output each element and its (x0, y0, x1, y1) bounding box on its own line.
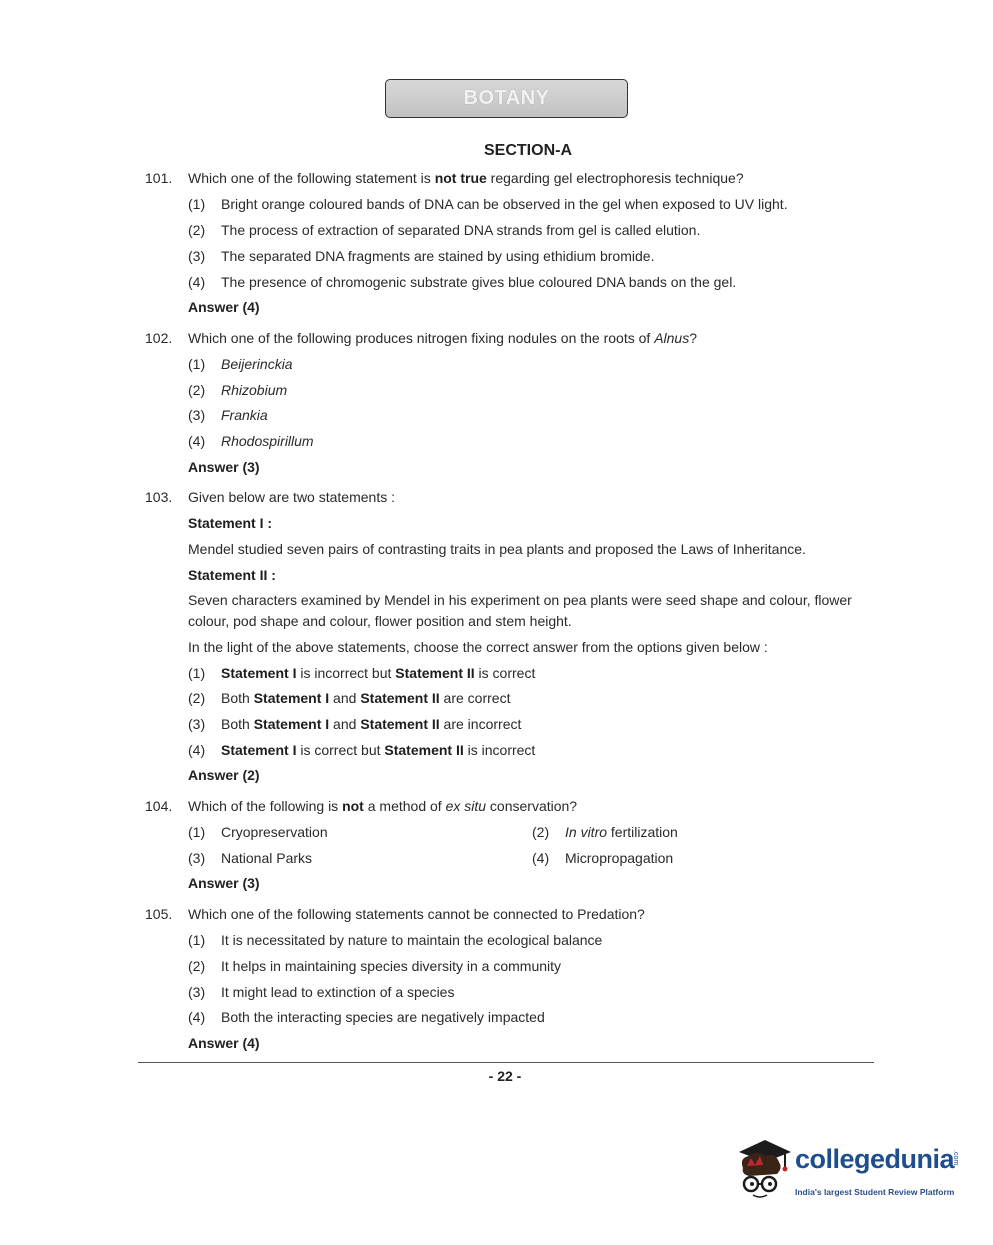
option-text: Both the interacting species are negatively impacted (221, 1009, 545, 1025)
option-text: Both Statement I and Statement II are correct (221, 690, 511, 706)
option-text: Bright orange coloured bands of DNA can be observed in the gel when exposed to UV light. (221, 196, 788, 212)
option-text: Cryopreservation (221, 824, 328, 840)
option-number: (3) (188, 850, 206, 866)
question-number: 101. (145, 170, 173, 186)
question-text: Given below are two statements : (188, 489, 395, 505)
option-number: (4) (188, 742, 206, 758)
option-number: (2) (188, 222, 206, 238)
option-number: (4) (188, 433, 206, 449)
answer: Answer (4) (188, 299, 260, 315)
mascot-icon (735, 1138, 793, 1202)
question-text: Which one of the following statement is not true regarding gel electrophoresis technique? (188, 170, 744, 186)
option-text: It is necessitated by nature to maintain the ecological balance (221, 932, 603, 948)
question-text: Which one of the following produces nitrogen fixing nodules on the roots of Alnus? (188, 330, 698, 346)
logo-wordmark: collegedunia (795, 1144, 955, 1174)
option-number: (4) (188, 274, 206, 290)
answer: Answer (4) (188, 1035, 260, 1051)
option-text: Rhodospirillum (221, 433, 314, 449)
subject-title: BOTANY (463, 87, 550, 109)
option-number: (3) (188, 716, 206, 732)
answer: Answer (3) (188, 459, 260, 475)
option-text: Statement I is incorrect but Statement II is correct (221, 665, 536, 681)
statement-text: colour, pod shape and colour, flower position and stem height. (188, 613, 572, 629)
instruction-text: In the light of the above statements, choose the correct answer from the options given below : (188, 639, 768, 655)
page-number: - 22 - (488, 1068, 522, 1084)
statement-text: Seven characters examined by Mendel in his experiment on pea plants were seed shape and colour, flower (188, 592, 852, 608)
option-number: (3) (188, 407, 206, 423)
option-text: The separated DNA fragments are stained by using ethidium bromide. (221, 248, 655, 264)
question-number: 105. (145, 906, 173, 922)
option-text: The process of extraction of separated DNA strands from gel is called elution. (221, 222, 701, 238)
option-number: (1) (188, 665, 206, 681)
statement-label: Statement II : (188, 567, 276, 583)
answer: Answer (3) (188, 875, 260, 891)
question-text: Which one of the following statements cannot be connected to Predation? (188, 906, 645, 922)
option-text: It might lead to extinction of a species (221, 984, 455, 1000)
option-text: Statement I is correct but Statement II is incorrect (221, 742, 536, 758)
option-number: (1) (188, 356, 206, 372)
option-text: Both Statement I and Statement II are incorrect (221, 716, 522, 732)
statement-text: Mendel studied seven pairs of contrasting traits in pea plants and proposed the Laws of Inheritance. (188, 541, 806, 557)
option-number: (3) (188, 248, 206, 264)
option-text: The presence of chromogenic substrate gives blue coloured DNA bands on the gel. (221, 274, 737, 290)
option-number: (1) (188, 196, 206, 212)
option-number: (3) (188, 984, 206, 1000)
option-text: In vitro fertilization (565, 824, 678, 840)
option-text: Frankia (221, 407, 268, 423)
collegedunia-logo[interactable] (735, 1138, 960, 1202)
option-number: (4) (532, 850, 550, 866)
option-number: (2) (532, 824, 550, 840)
question-number: 103. (145, 489, 173, 505)
logo-dotcom: .com (952, 1150, 959, 1166)
option-text: Micropropagation (565, 850, 674, 866)
footer-divider (138, 1062, 874, 1063)
question-number: 102. (145, 330, 173, 346)
option-number: (2) (188, 958, 206, 974)
option-text: It helps in maintaining species diversity in a community (221, 958, 562, 974)
option-number: (2) (188, 690, 206, 706)
option-number: (1) (188, 932, 206, 948)
section-title: SECTION-A (484, 142, 572, 159)
option-number: (1) (188, 824, 206, 840)
option-number: (4) (188, 1009, 206, 1025)
option-text: Rhizobium (221, 382, 288, 398)
question-number: 104. (145, 798, 173, 814)
option-number: (2) (188, 382, 206, 398)
statement-label: Statement I : (188, 515, 273, 531)
option-text: Beijerinckia (221, 356, 293, 372)
logo-tagline: India's largest Student Review Platform (795, 1187, 955, 1197)
option-text: National Parks (221, 850, 313, 866)
question-text: Which of the following is not a method of ex situ conservation? (188, 798, 578, 814)
subject-banner (385, 79, 628, 118)
answer: Answer (2) (188, 767, 260, 783)
